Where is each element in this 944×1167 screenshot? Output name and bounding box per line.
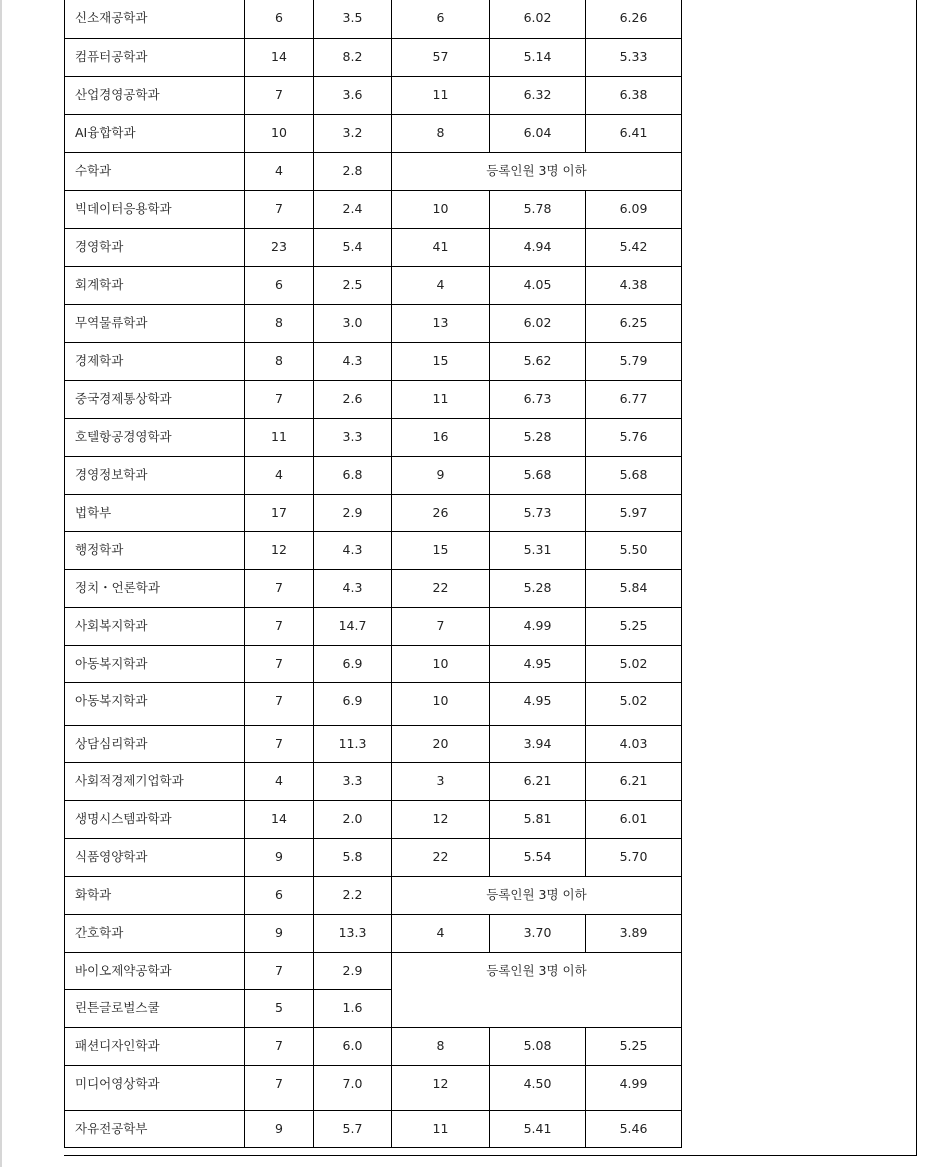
count-c: 8 [392,115,490,153]
department-name: 호텔항공경영학과 [65,419,245,457]
grade-cut: 6.25 [586,305,682,343]
table-row [65,1066,682,1111]
table-row [65,343,682,381]
grade-avg: 5.81 [490,801,586,839]
count-a: 8 [245,305,314,343]
count-a: 7 [245,1028,314,1066]
department-name: 컴퓨터공학과 [65,39,245,77]
ratio: 8.2 [314,39,392,77]
grade-cut: 6.21 [586,763,682,801]
grade-cut: 5.97 [586,495,682,532]
table-row [65,1028,682,1066]
count-c: 12 [392,1066,490,1111]
table-row [65,683,682,726]
count-c: 13 [392,305,490,343]
ratio: 11.3 [314,726,392,763]
department-name: AI융합학과 [65,115,245,153]
department-name: 중국경제통상학과 [65,381,245,419]
grade-avg: 4.95 [490,646,586,683]
grade-avg: 5.14 [490,39,586,77]
table-row [65,77,682,115]
count-a: 7 [245,77,314,115]
grade-cut: 5.25 [586,1028,682,1066]
ratio: 1.6 [314,990,392,1028]
department-name: 상담심리학과 [65,726,245,763]
count-a: 7 [245,191,314,229]
count-a: 4 [245,153,314,191]
count-c: 11 [392,1111,490,1148]
table-row [65,877,682,915]
count-a: 7 [245,683,314,726]
table-row [65,726,682,763]
department-name: 법학부 [65,495,245,532]
grade-cut: 5.02 [586,646,682,683]
ratio: 4.3 [314,532,392,570]
ratio: 6.9 [314,683,392,726]
ratio: 2.2 [314,877,392,915]
ratio: 3.3 [314,763,392,801]
department-name: 경제학과 [65,343,245,381]
ratio: 2.5 [314,267,392,305]
count-c: 16 [392,419,490,457]
count-a: 6 [245,0,314,39]
department-name: 수학과 [65,153,245,191]
count-c: 57 [392,39,490,77]
department-name: 바이오제약공학과 [65,953,245,990]
ratio: 5.7 [314,1111,392,1148]
department-name: 산업경영공학과 [65,77,245,115]
count-a: 6 [245,877,314,915]
ratio: 4.3 [314,343,392,381]
department-stats-table [64,0,682,1148]
count-a: 7 [245,646,314,683]
grade-cut: 5.02 [586,683,682,726]
grade-cut: 5.50 [586,532,682,570]
count-a: 9 [245,915,314,953]
grade-avg: 6.73 [490,381,586,419]
count-c: 41 [392,229,490,267]
department-name: 화학과 [65,877,245,915]
count-c: 20 [392,726,490,763]
count-c: 8 [392,1028,490,1066]
count-a: 6 [245,267,314,305]
grade-cut: 5.70 [586,839,682,877]
table-row [65,1111,682,1148]
grade-avg: 4.50 [490,1066,586,1111]
count-a: 4 [245,763,314,801]
count-c: 15 [392,532,490,570]
count-c: 15 [392,343,490,381]
grade-avg: 3.94 [490,726,586,763]
grade-avg: 5.28 [490,570,586,608]
grade-cut: 6.77 [586,381,682,419]
count-a: 7 [245,726,314,763]
table-row [65,839,682,877]
table-row [65,457,682,495]
ratio: 7.0 [314,1066,392,1111]
grade-cut: 6.01 [586,801,682,839]
department-name: 자유전공학부 [65,1111,245,1148]
table-row [65,191,682,229]
grade-avg: 6.02 [490,0,586,39]
department-name: 신소재공학과 [65,0,245,39]
count-c: 11 [392,77,490,115]
count-a: 10 [245,115,314,153]
grade-avg: 6.32 [490,77,586,115]
department-name: 간호학과 [65,915,245,953]
grade-cut: 6.38 [586,77,682,115]
count-c: 12 [392,801,490,839]
count-a: 9 [245,839,314,877]
count-a: 17 [245,495,314,532]
grade-avg: 6.04 [490,115,586,153]
grade-cut: 6.26 [586,0,682,39]
count-a: 7 [245,953,314,990]
count-c: 22 [392,570,490,608]
table-row [65,419,682,457]
department-name: 사회적경제기업학과 [65,763,245,801]
grade-avg: 3.70 [490,915,586,953]
grade-avg: 5.54 [490,839,586,877]
count-a: 7 [245,1066,314,1111]
grade-avg: 4.95 [490,683,586,726]
count-c: 10 [392,646,490,683]
ratio: 2.9 [314,495,392,532]
grade-cut: 5.42 [586,229,682,267]
grade-cut: 5.46 [586,1111,682,1148]
table-row [65,570,682,608]
ratio: 3.6 [314,77,392,115]
department-name: 식품영양학과 [65,839,245,877]
table-row [65,915,682,953]
grade-cut: 4.38 [586,267,682,305]
count-a: 4 [245,457,314,495]
table-row [65,115,682,153]
ratio: 2.6 [314,381,392,419]
grade-cut: 5.25 [586,608,682,646]
department-name: 회계학과 [65,267,245,305]
count-a: 9 [245,1111,314,1148]
grade-avg: 6.21 [490,763,586,801]
table-row [65,532,682,570]
note-below-3: 등록인원 3명 이하 [392,153,682,191]
count-c: 9 [392,457,490,495]
department-name: 경영정보학과 [65,457,245,495]
grade-avg: 5.08 [490,1028,586,1066]
table-row [65,0,682,39]
count-c: 10 [392,191,490,229]
grade-avg: 5.73 [490,495,586,532]
table-row [65,305,682,343]
table-row [65,229,682,267]
count-a: 12 [245,532,314,570]
ratio: 3.5 [314,0,392,39]
table-row [65,39,682,77]
table-row [65,646,682,683]
department-name: 사회복지학과 [65,608,245,646]
grade-avg: 5.62 [490,343,586,381]
ratio: 3.3 [314,419,392,457]
grade-avg: 4.99 [490,608,586,646]
count-a: 14 [245,801,314,839]
count-c: 26 [392,495,490,532]
department-name: 패션디자인학과 [65,1028,245,1066]
count-c: 4 [392,915,490,953]
ratio: 6.8 [314,457,392,495]
department-name: 생명시스템과학과 [65,801,245,839]
note-below-3: 등록인원 3명 이하 [392,877,682,915]
ratio: 6.9 [314,646,392,683]
count-c: 11 [392,381,490,419]
count-c: 7 [392,608,490,646]
department-name: 아동복지학과 [65,646,245,683]
grade-avg: 5.78 [490,191,586,229]
count-c: 6 [392,0,490,39]
ratio: 4.3 [314,570,392,608]
ratio: 13.3 [314,915,392,953]
table-row [65,801,682,839]
grade-cut: 3.89 [586,915,682,953]
grade-avg: 5.68 [490,457,586,495]
table-row [65,763,682,801]
count-a: 7 [245,570,314,608]
grade-avg: 6.02 [490,305,586,343]
department-name: 린튼글로벌스쿨 [65,990,245,1028]
grade-cut: 6.09 [586,191,682,229]
ratio: 2.8 [314,153,392,191]
grade-cut: 5.68 [586,457,682,495]
page-left-edge [0,0,2,1167]
ratio: 6.0 [314,1028,392,1066]
ratio: 14.7 [314,608,392,646]
grade-cut: 5.79 [586,343,682,381]
ratio: 3.0 [314,305,392,343]
grade-avg: 5.41 [490,1111,586,1148]
ratio: 2.0 [314,801,392,839]
table-row [65,153,682,191]
department-name: 무역물류학과 [65,305,245,343]
table-row [65,267,682,305]
grade-cut: 5.84 [586,570,682,608]
count-a: 8 [245,343,314,381]
ratio: 2.9 [314,953,392,990]
count-a: 5 [245,990,314,1028]
grade-avg: 5.31 [490,532,586,570]
table-row [65,495,682,532]
count-a: 11 [245,419,314,457]
department-name: 경영학과 [65,229,245,267]
count-a: 14 [245,39,314,77]
grade-cut: 4.99 [586,1066,682,1111]
grade-cut: 6.41 [586,115,682,153]
department-name: 빅데이터응용학과 [65,191,245,229]
count-c: 4 [392,267,490,305]
ratio: 5.4 [314,229,392,267]
count-c: 10 [392,683,490,726]
grade-cut: 4.03 [586,726,682,763]
department-name: 미디어영상학과 [65,1066,245,1111]
department-name: 행정학과 [65,532,245,570]
count-c: 3 [392,763,490,801]
table-row [65,608,682,646]
table-row [65,953,682,990]
grade-cut: 5.33 [586,39,682,77]
grade-avg: 4.05 [490,267,586,305]
count-c: 22 [392,839,490,877]
ratio: 2.4 [314,191,392,229]
count-a: 23 [245,229,314,267]
count-a: 7 [245,608,314,646]
grade-avg: 4.94 [490,229,586,267]
note-below-3: 등록인원 3명 이하 [392,953,682,1028]
ratio: 3.2 [314,115,392,153]
department-name: 정치・언론학과 [65,570,245,608]
table-row [65,381,682,419]
ratio: 5.8 [314,839,392,877]
grade-avg: 5.28 [490,419,586,457]
count-a: 7 [245,381,314,419]
grade-cut: 5.76 [586,419,682,457]
department-name: 아동복지학과 [65,683,245,726]
